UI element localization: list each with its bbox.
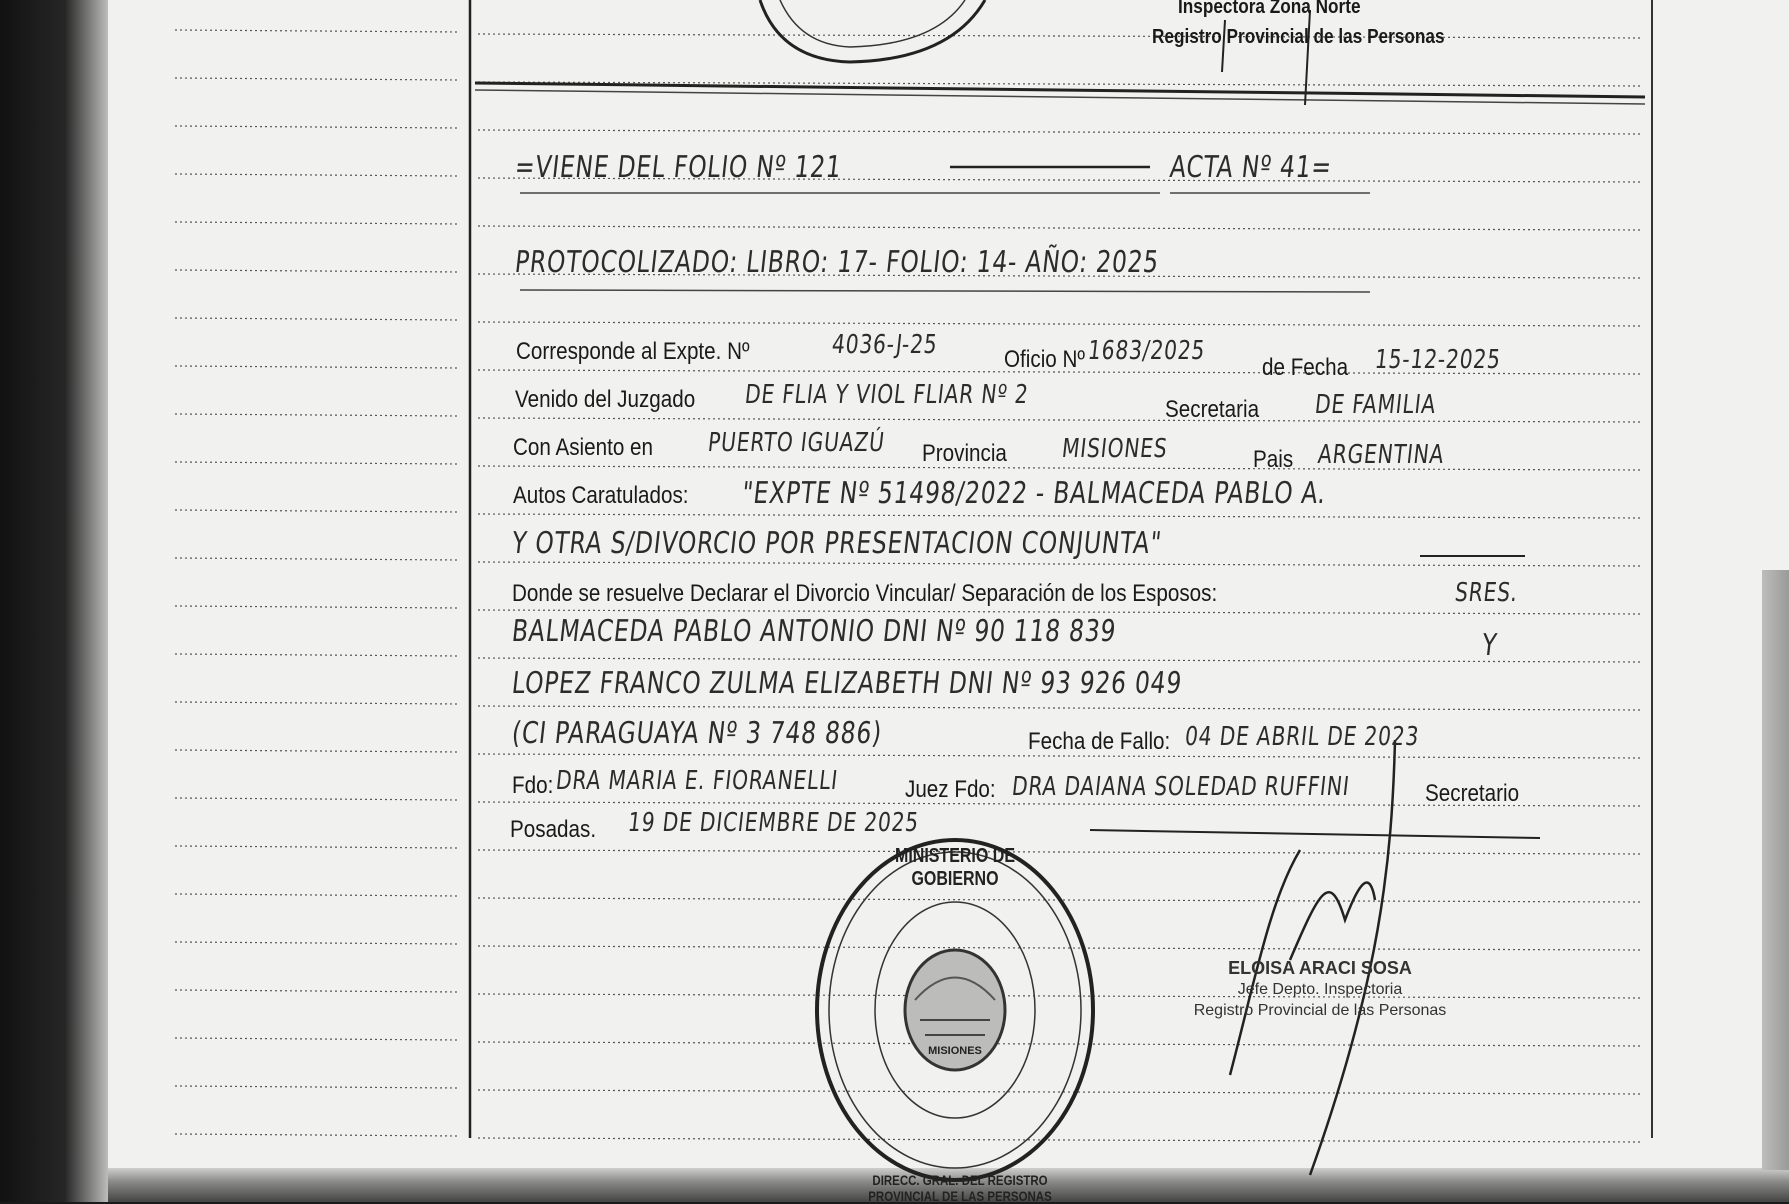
resuelve-label: Donde se resuelve Declarar el Divorcio Vincular/ Separación de los Esposos: <box>512 580 1218 607</box>
signer-dept: Jefe Depto. Inspectoria <box>1237 981 1403 998</box>
signer-registry: Registro Provincial de las Personas <box>1193 1002 1447 1019</box>
official-seal <box>817 840 1093 1180</box>
signer-name: ELOISA ARACI SOSA <box>1228 958 1412 978</box>
fdo-label: Fdo: <box>512 772 554 799</box>
juzgado-label: Venido del Juzgado <box>515 386 696 413</box>
oficio-value: 1683/2025 <box>1086 336 1207 366</box>
acta-number: ACTA Nº 41= <box>1168 150 1334 185</box>
asiento-value: PUERTO IGUAZÚ <box>706 428 887 458</box>
juez-label: Juez Fdo: <box>905 776 996 803</box>
posadas-label: Posadas. <box>510 816 597 843</box>
seal-outer-text: DIRECC. GRAL. DEL REGISTRO PROVINCIAL DE LAS PERSONAS <box>868 1172 1052 1204</box>
posadas-date: 19 DE DICIEMBRE DE 2025 <box>626 808 921 838</box>
expte-label: Corresponde al Expte. Nº <box>516 338 750 365</box>
secretario-label: Secretario <box>1425 780 1520 807</box>
secretaria-value: DE FAMILIA <box>1313 390 1438 420</box>
signer-title: Inspectora Zona Norte <box>1178 0 1361 18</box>
secretaria-label: Secretaria <box>1165 396 1260 423</box>
juzgado-value: DE FLIA Y VIOL FLIAR Nº 2 <box>743 380 1031 410</box>
fallo-value: 04 DE ABRIL DE 2023 <box>1183 722 1421 752</box>
seal-emblem-text: MISIONES <box>928 1045 982 1057</box>
expte-value: 4036-J-25 <box>830 330 940 360</box>
protocolizado: PROTOCOLIZADO: LIBRO: 17- FOLIO: 14- AÑO: 2025 <box>513 245 1161 280</box>
top-stamp-fragment <box>760 0 985 62</box>
autos-value-line1: "EXPTE Nº 51498/2022 - BALMACEDA PABLO A. <box>740 476 1329 511</box>
provincia-value: MISIONES <box>1060 434 1170 464</box>
secretario-value: DRA DAIANA SOLEDAD RUFFINI <box>1010 772 1352 802</box>
seal-ministry: MINISTERIO DE GOBIERNO <box>894 845 1015 890</box>
esposo-3: (CI PARAGUAYA Nº 3 748 886) <box>510 716 884 751</box>
viene-del-folio: =VIENE DEL FOLIO Nº 121 <box>513 150 844 185</box>
autos-value-line2: Y OTRA S/DIVORCIO POR PRESENTACION CONJUNTA" <box>510 526 1164 561</box>
juez-value: DRA MARIA E. FIORANELLI <box>554 766 840 796</box>
fecha-value: 15-12-2025 <box>1373 345 1503 375</box>
signature-block <box>1150 958 1490 1021</box>
fallo-label: Fecha de Fallo: <box>1028 728 1171 755</box>
provincia-label: Provincia <box>922 440 1007 467</box>
pais-label: Pais <box>1253 446 1294 473</box>
resuelve-value: SRES. <box>1453 578 1520 608</box>
autos-label: Autos Caratulados: <box>513 482 689 509</box>
signer-org: Registro Provincial de las Personas <box>1152 26 1445 48</box>
esposo-1: BALMACEDA PABLO ANTONIO DNI Nº 90 118 839 <box>510 614 1118 649</box>
fecha-label: de Fecha <box>1262 354 1349 381</box>
pais-value: ARGENTINA <box>1316 440 1446 470</box>
oficio-label: Oficio Nº <box>1004 346 1085 373</box>
esposo-2: LOPEZ FRANCO ZULMA ELIZABETH DNI Nº 93 926 049 <box>510 666 1184 701</box>
esposo-1-y: Y <box>1480 628 1499 663</box>
asiento-label: Con Asiento en <box>513 434 654 461</box>
